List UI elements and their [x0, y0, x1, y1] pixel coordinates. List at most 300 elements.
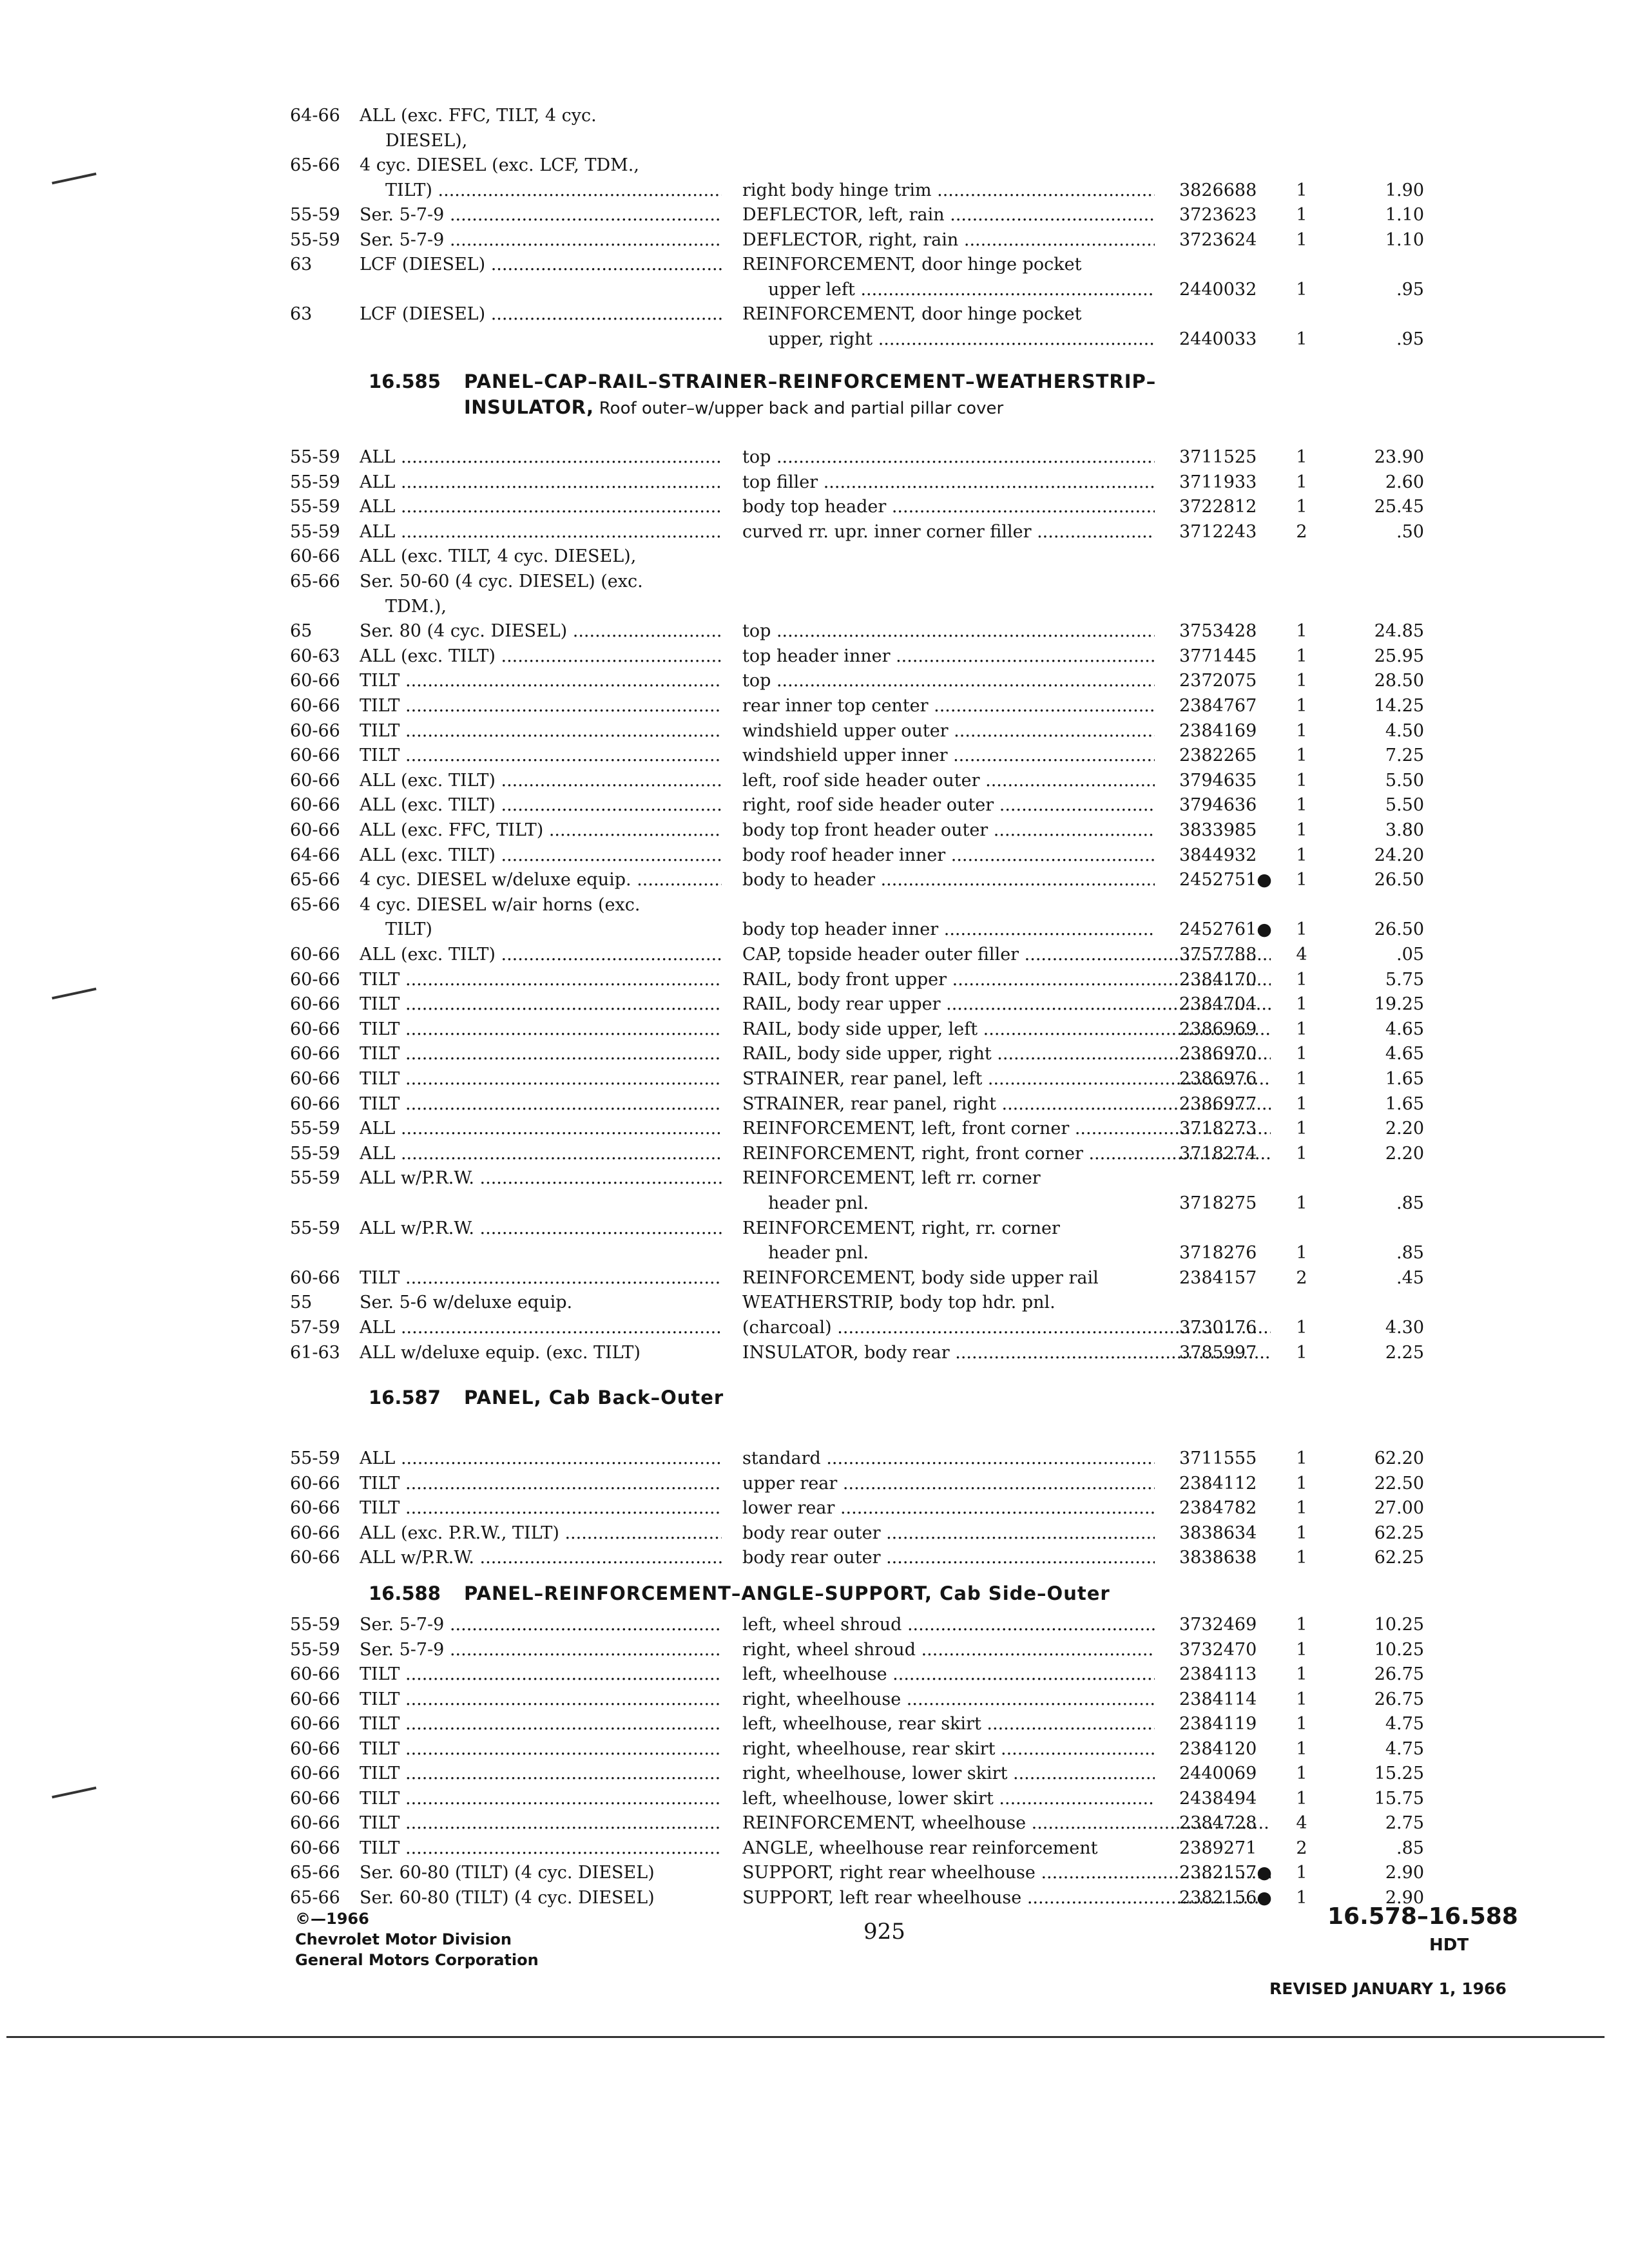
price: 26.75	[1374, 1689, 1424, 1709]
description: REINFORCEMENT, left rr. corner	[742, 1168, 1041, 1189]
model-years: 60-66	[290, 1714, 340, 1734]
quantity: 1	[1296, 1523, 1307, 1543]
table-row	[0, 1041, 1629, 1067]
quantity: 1	[1296, 994, 1307, 1015]
section-title: PANEL, Cab Back–Outer	[464, 1387, 724, 1408]
description: body top front header outer .....	[742, 818, 1155, 843]
application: TILT .....	[360, 1811, 722, 1836]
price: 25.95	[1374, 646, 1424, 666]
application: ALL w/deluxe equip. (exc. TILT)	[360, 1342, 641, 1363]
description: body top header inner .....	[742, 917, 1155, 943]
section-subtitle: INSULATOR, Roof outer–w/upper back and partial pillar cover	[464, 396, 1004, 418]
model-years: 55-59	[290, 229, 340, 250]
table-row	[0, 1116, 1629, 1142]
application: TILT) .....	[385, 178, 722, 204]
application: ALL w/P.R.W. .....	[360, 1216, 722, 1242]
model-years: 60-66	[290, 1473, 340, 1494]
model-years: 65-66	[290, 155, 340, 175]
table-row	[0, 153, 1629, 178]
model-years: 57-59	[290, 1318, 340, 1338]
description: left, wheelhouse, rear skirt .....	[742, 1711, 1155, 1737]
price: 23.90	[1374, 447, 1424, 467]
part-number: 2384782	[1179, 1498, 1257, 1518]
part-number: 2372075	[1179, 671, 1257, 691]
model-years: 65-66	[290, 1863, 340, 1883]
application: TILT .....	[360, 992, 722, 1017]
model-years: 60-66	[290, 1788, 340, 1809]
application: ALL (exc. FFC, TILT, 4 cyc.	[360, 106, 597, 126]
description: ANGLE, wheelhouse rear reinforcement	[742, 1838, 1098, 1858]
description: body roof header inner .....	[742, 843, 1155, 869]
price: 2.75	[1385, 1813, 1424, 1833]
section-range: 16.578–16.588	[1327, 1903, 1518, 1930]
quantity: 1	[1296, 1738, 1307, 1759]
application: TILT .....	[360, 967, 722, 993]
table-row	[0, 1545, 1629, 1571]
application: ALL (exc. FFC, TILT) .....	[360, 818, 722, 843]
model-years: 55-59	[290, 497, 340, 517]
application: DIESEL),	[385, 130, 468, 151]
description: REINFORCEMENT, door hinge pocket	[742, 304, 1082, 324]
part-number: 2384767	[1179, 696, 1257, 716]
price: 62.20	[1374, 1448, 1424, 1468]
table-row	[0, 942, 1629, 968]
part-number: 2384113	[1179, 1664, 1257, 1684]
model-years: 55-59	[290, 521, 340, 542]
price: .50	[1396, 521, 1424, 542]
price: 1.10	[1385, 229, 1424, 250]
table-row	[0, 967, 1629, 993]
description: top .....	[742, 668, 1155, 694]
price: 4.65	[1385, 1019, 1424, 1039]
description: header pnl.	[768, 1193, 869, 1213]
quantity: 1	[1296, 671, 1307, 691]
table-row	[0, 1495, 1629, 1521]
table-row	[0, 103, 1629, 129]
price: .45	[1396, 1267, 1424, 1288]
part-number: 2382156●	[1179, 1887, 1272, 1908]
part-number: 2384157	[1179, 1267, 1257, 1288]
description: upper rear .....	[742, 1471, 1155, 1497]
table-row	[0, 1446, 1629, 1472]
quantity: 2	[1296, 1838, 1307, 1858]
table-row	[0, 252, 1629, 278]
price: 27.00	[1374, 1498, 1424, 1518]
part-number: 2382157●	[1179, 1863, 1272, 1883]
application: TDM.),	[385, 596, 447, 617]
part-number: 2386976	[1179, 1069, 1257, 1089]
application: TILT .....	[360, 743, 722, 769]
table-row	[0, 644, 1629, 669]
quantity: 1	[1296, 1473, 1307, 1494]
description: left, wheelhouse .....	[742, 1662, 1155, 1687]
price: 14.25	[1374, 696, 1424, 716]
table-row	[0, 302, 1629, 327]
part-number: 2384120	[1179, 1738, 1257, 1759]
part-number: 2440033	[1179, 329, 1257, 349]
description: curved rr. upr. inner corner filler .....	[742, 519, 1155, 545]
description: body rear outer .....	[742, 1521, 1155, 1546]
model-years: 60-66	[290, 1763, 340, 1783]
model-years: 60-66	[290, 945, 340, 965]
table-row	[0, 992, 1629, 1017]
quantity: 1	[1296, 1193, 1307, 1213]
application: TILT .....	[360, 1662, 722, 1687]
model-years: 60-66	[290, 1093, 340, 1114]
application: Ser. 5-6 w/deluxe equip.	[360, 1293, 573, 1313]
table-row	[0, 843, 1629, 869]
table-row	[0, 1786, 1629, 1812]
table-row	[0, 1736, 1629, 1762]
description: SUPPORT, left rear wheelhouse .....	[742, 1885, 1271, 1911]
table-row	[0, 1216, 1629, 1242]
part-number: 3711525	[1179, 447, 1257, 467]
price: 24.85	[1374, 621, 1424, 642]
quantity: 1	[1296, 1763, 1307, 1783]
application: Ser. 80 (4 cyc. DIESEL) .....	[360, 619, 722, 644]
part-number: 2382265	[1179, 745, 1257, 766]
application: TILT .....	[360, 1711, 722, 1737]
table-row	[0, 178, 1629, 204]
part-number: 3718274	[1179, 1143, 1257, 1164]
model-years: 60-66	[290, 795, 340, 816]
quantity: 1	[1296, 1069, 1307, 1089]
quantity: 1	[1296, 1863, 1307, 1883]
model-years: 60-66	[290, 1813, 340, 1833]
part-number: 3711555	[1179, 1448, 1257, 1468]
price: 1.65	[1385, 1069, 1424, 1089]
application: 4 cyc. DIESEL (exc. LCF, TDM.,	[360, 155, 639, 175]
table-row	[0, 277, 1629, 303]
quantity: 1	[1296, 870, 1307, 890]
part-number: 3732469	[1179, 1615, 1257, 1635]
model-years: 55-59	[290, 1615, 340, 1635]
table-row	[0, 867, 1629, 893]
model-years: 55-59	[290, 1218, 340, 1238]
description: RAIL, body side upper, right .....	[742, 1041, 1271, 1067]
application: 4 cyc. DIESEL w/air horns (exc.	[360, 894, 641, 915]
application: ALL w/P.R.W. .....	[360, 1545, 722, 1571]
description: left, wheelhouse, lower skirt .....	[742, 1786, 1155, 1812]
description: REINFORCEMENT, right, rr. corner	[742, 1218, 1060, 1238]
application: 4 cyc. DIESEL w/deluxe equip. .....	[360, 867, 722, 893]
quantity: 1	[1296, 745, 1307, 766]
section-number: 16.588	[369, 1582, 441, 1604]
description: RAIL, body side upper, left .....	[742, 1017, 1271, 1043]
application: Ser. 60-80 (TILT) (4 cyc. DIESEL)	[360, 1863, 655, 1883]
application: TILT .....	[360, 1836, 722, 1861]
price: 24.20	[1374, 845, 1424, 865]
model-years: 55-59	[290, 205, 340, 225]
price: 26.50	[1374, 870, 1424, 890]
application: ALL (exc. P.R.W., TILT) .....	[360, 1521, 722, 1546]
price: 2.60	[1385, 472, 1424, 492]
part-number: 3833985	[1179, 820, 1257, 840]
model-years: 55-59	[290, 447, 340, 467]
price: 2.25	[1385, 1342, 1424, 1363]
quantity: 1	[1296, 770, 1307, 791]
table-row	[0, 1860, 1629, 1886]
description: WEATHERSTRIP, body top hdr. pnl.	[742, 1293, 1055, 1313]
part-number: 2384704	[1179, 994, 1257, 1015]
model-years: 60-66	[290, 696, 340, 716]
application: TILT .....	[360, 1066, 722, 1092]
price: .85	[1396, 1193, 1424, 1213]
application: TILT .....	[360, 1761, 722, 1787]
part-number: 3838634	[1179, 1523, 1257, 1543]
application: ALL w/P.R.W. .....	[360, 1166, 722, 1191]
quantity: 1	[1296, 969, 1307, 990]
description: REINFORCEMENT, right, front corner .....	[742, 1141, 1271, 1167]
description: top header inner .....	[742, 644, 1155, 669]
description: left, wheel shroud .....	[742, 1612, 1155, 1638]
model-years: 55-59	[290, 1119, 340, 1139]
application: TILT .....	[360, 693, 722, 719]
part-number: 3771445	[1179, 646, 1257, 666]
model-years: 60-66	[290, 1689, 340, 1709]
model-years: 60-66	[290, 1664, 340, 1684]
description: left, roof side header outer .....	[742, 768, 1155, 794]
publisher-block	[295, 1908, 539, 1970]
quantity: 1	[1296, 919, 1307, 940]
quantity: 1	[1296, 1143, 1307, 1164]
price: 1.10	[1385, 205, 1424, 225]
quantity: 4	[1296, 945, 1307, 965]
section-title: PANEL–REINFORCEMENT–ANGLE–SUPPORT, Cab Side–Outer	[464, 1582, 1110, 1604]
part-number: 2440069	[1179, 1763, 1257, 1783]
table-row	[0, 1240, 1629, 1266]
table-row	[0, 1836, 1629, 1861]
description: top .....	[742, 445, 1155, 470]
part-number: 3838638	[1179, 1548, 1257, 1568]
table-row	[0, 1811, 1629, 1836]
table-row	[0, 1637, 1629, 1663]
price: .85	[1396, 1838, 1424, 1858]
table-row	[0, 693, 1629, 719]
copyright: ©—1966	[295, 1910, 369, 1928]
application: Ser. 5-7-9 .....	[360, 1637, 722, 1663]
application: TILT .....	[360, 1041, 722, 1067]
application: ALL (exc. TILT) .....	[360, 793, 722, 818]
price: 26.75	[1374, 1664, 1424, 1684]
quantity: 1	[1296, 720, 1307, 741]
model-years: 55-59	[290, 1639, 340, 1660]
table-row	[0, 743, 1629, 769]
table-row	[0, 1612, 1629, 1638]
quantity: 2	[1296, 521, 1307, 542]
price: 10.25	[1374, 1639, 1424, 1660]
table-row	[0, 445, 1629, 470]
price: 4.65	[1385, 1044, 1424, 1064]
description: RAIL, body front upper .....	[742, 967, 1271, 993]
part-number: 2384119	[1179, 1714, 1257, 1734]
description: RAIL, body rear upper .....	[742, 992, 1271, 1017]
table-row	[0, 1091, 1629, 1117]
part-number: 3711933	[1179, 472, 1257, 492]
description: standard .....	[742, 1446, 1155, 1472]
table-row	[0, 917, 1629, 943]
table-row	[0, 668, 1629, 694]
quantity: 1	[1296, 1639, 1307, 1660]
model-years: 65-66	[290, 870, 340, 890]
table-row	[0, 128, 1629, 154]
table-row	[0, 327, 1629, 352]
table-row	[0, 718, 1629, 744]
model-years: 63	[290, 255, 313, 274]
description: CAP, topside header outer filler .....	[742, 942, 1271, 968]
part-number: 2389271	[1179, 1838, 1257, 1858]
application: ALL .....	[360, 470, 722, 495]
table-row	[0, 619, 1629, 644]
quantity: 1	[1296, 329, 1307, 349]
application: TILT .....	[360, 1091, 722, 1117]
part-number: 3718273	[1179, 1119, 1257, 1139]
application: ALL .....	[360, 1116, 722, 1142]
model-years: 60-66	[290, 1044, 340, 1064]
part-number: 3732470	[1179, 1639, 1257, 1660]
table-row	[0, 1265, 1629, 1291]
model-years: 65-66	[290, 572, 340, 591]
application: TILT .....	[360, 1471, 722, 1497]
description: header pnl.	[768, 1243, 869, 1264]
table-row	[0, 569, 1629, 595]
model-years: 60-66	[290, 720, 340, 741]
price: 26.50	[1374, 919, 1424, 940]
table-row	[0, 1521, 1629, 1546]
quantity: 1	[1296, 1243, 1307, 1264]
part-number: 2438494	[1179, 1788, 1257, 1809]
part-number: 3794635	[1179, 770, 1257, 791]
part-number: 3723624	[1179, 229, 1257, 250]
price: 22.50	[1374, 1473, 1424, 1494]
description: upper, right .....	[768, 327, 1155, 352]
model-years: 60-63	[290, 646, 340, 666]
table-row	[0, 202, 1629, 228]
price: .05	[1396, 945, 1424, 965]
table-row	[0, 1471, 1629, 1497]
description: INSULATOR, body rear .....	[742, 1340, 1271, 1366]
application: ALL .....	[360, 519, 722, 545]
description: right, wheel shroud .....	[742, 1637, 1155, 1663]
model-years: 64-66	[290, 106, 340, 126]
application: TILT .....	[360, 1495, 722, 1521]
model-years: 60-66	[290, 1838, 340, 1858]
price: 62.25	[1374, 1548, 1424, 1568]
quantity: 1	[1296, 1714, 1307, 1734]
description: right, wheelhouse, rear skirt .....	[742, 1736, 1155, 1762]
model-years: 55-59	[290, 472, 340, 492]
description: body rear outer .....	[742, 1545, 1155, 1571]
quantity: 1	[1296, 1689, 1307, 1709]
table-row	[0, 1141, 1629, 1167]
description: (charcoal) .....	[742, 1315, 1271, 1341]
revised-date: REVISED JANUARY 1, 1966	[1269, 1979, 1507, 1998]
price: 7.25	[1385, 745, 1424, 766]
price: 25.45	[1374, 497, 1424, 517]
description: body top header .....	[742, 494, 1155, 520]
quantity: 1	[1296, 229, 1307, 250]
part-number: 2384114	[1179, 1689, 1257, 1709]
model-years: 65-66	[290, 894, 340, 915]
application: ALL .....	[360, 1446, 722, 1472]
part-number: 3844932	[1179, 845, 1257, 865]
quantity: 1	[1296, 621, 1307, 642]
table-row	[0, 544, 1629, 570]
application: TILT .....	[360, 718, 722, 744]
price: .95	[1396, 329, 1424, 349]
description: right, wheelhouse, lower skirt .....	[742, 1761, 1155, 1787]
quantity: 1	[1296, 1788, 1307, 1809]
quantity: 1	[1296, 646, 1307, 666]
division: Chevrolet Motor Division	[295, 1930, 512, 1948]
description: STRAINER, rear panel, left .....	[742, 1066, 1271, 1092]
part-number: 2386977	[1179, 1093, 1257, 1114]
application: TILT .....	[360, 668, 722, 694]
price: 5.50	[1385, 795, 1424, 816]
part-number: 2440032	[1179, 279, 1257, 300]
quantity: 1	[1296, 1448, 1307, 1468]
quantity: 1	[1296, 1044, 1307, 1064]
price: 5.75	[1385, 969, 1424, 990]
table-row	[0, 1662, 1629, 1687]
part-number: 2384169	[1179, 720, 1257, 741]
application: TILT .....	[360, 1017, 722, 1043]
price: 19.25	[1374, 994, 1424, 1015]
part-number: 2384728	[1179, 1813, 1257, 1833]
quantity: 1	[1296, 1119, 1307, 1139]
price: 2.90	[1385, 1887, 1424, 1908]
quantity: 1	[1296, 472, 1307, 492]
table-row	[0, 594, 1629, 620]
quantity: 1	[1296, 1548, 1307, 1568]
application: LCF (DIESEL) .....	[360, 302, 722, 327]
part-number: 3757788	[1179, 945, 1257, 965]
price: 5.50	[1385, 770, 1424, 791]
quantity: 1	[1296, 1498, 1307, 1518]
price: 4.30	[1385, 1318, 1424, 1338]
model-years: 55	[290, 1293, 313, 1313]
model-years: 55-59	[290, 1143, 340, 1164]
bottom-rule	[6, 2036, 1605, 2038]
corporation: General Motors Corporation	[295, 1951, 539, 1969]
application: TILT .....	[360, 1687, 722, 1713]
description: DEFLECTOR, right, rain .....	[742, 227, 1155, 253]
price: 10.25	[1374, 1615, 1424, 1635]
table-row	[0, 1166, 1629, 1191]
model-years: 60-66	[290, 770, 340, 791]
model-years: 60-66	[290, 1498, 340, 1518]
model-years: 60-66	[290, 820, 340, 840]
description: REINFORCEMENT, left, front corner .....	[742, 1116, 1271, 1142]
quantity: 1	[1296, 1664, 1307, 1684]
part-number: 3785997	[1179, 1342, 1257, 1363]
model-years: 60-66	[290, 1548, 340, 1568]
price: 15.25	[1374, 1763, 1424, 1783]
quantity: 1	[1296, 205, 1307, 225]
application: Ser. 5-7-9 .....	[360, 1612, 722, 1638]
description: upper left .....	[768, 277, 1155, 303]
table-row	[0, 1340, 1629, 1366]
model-years: 60-66	[290, 969, 340, 990]
quantity: 1	[1296, 1019, 1307, 1039]
price: 1.90	[1385, 180, 1424, 200]
part-number: 3826688	[1179, 180, 1257, 200]
application: ALL (exc. TILT, 4 cyc. DIESEL),	[360, 546, 637, 567]
description: SUPPORT, right rear wheelhouse .....	[742, 1860, 1271, 1886]
model-years: 60-66	[290, 1523, 340, 1543]
part-number: 2386969	[1179, 1019, 1257, 1039]
application: ALL (exc. TILT) .....	[360, 768, 722, 794]
